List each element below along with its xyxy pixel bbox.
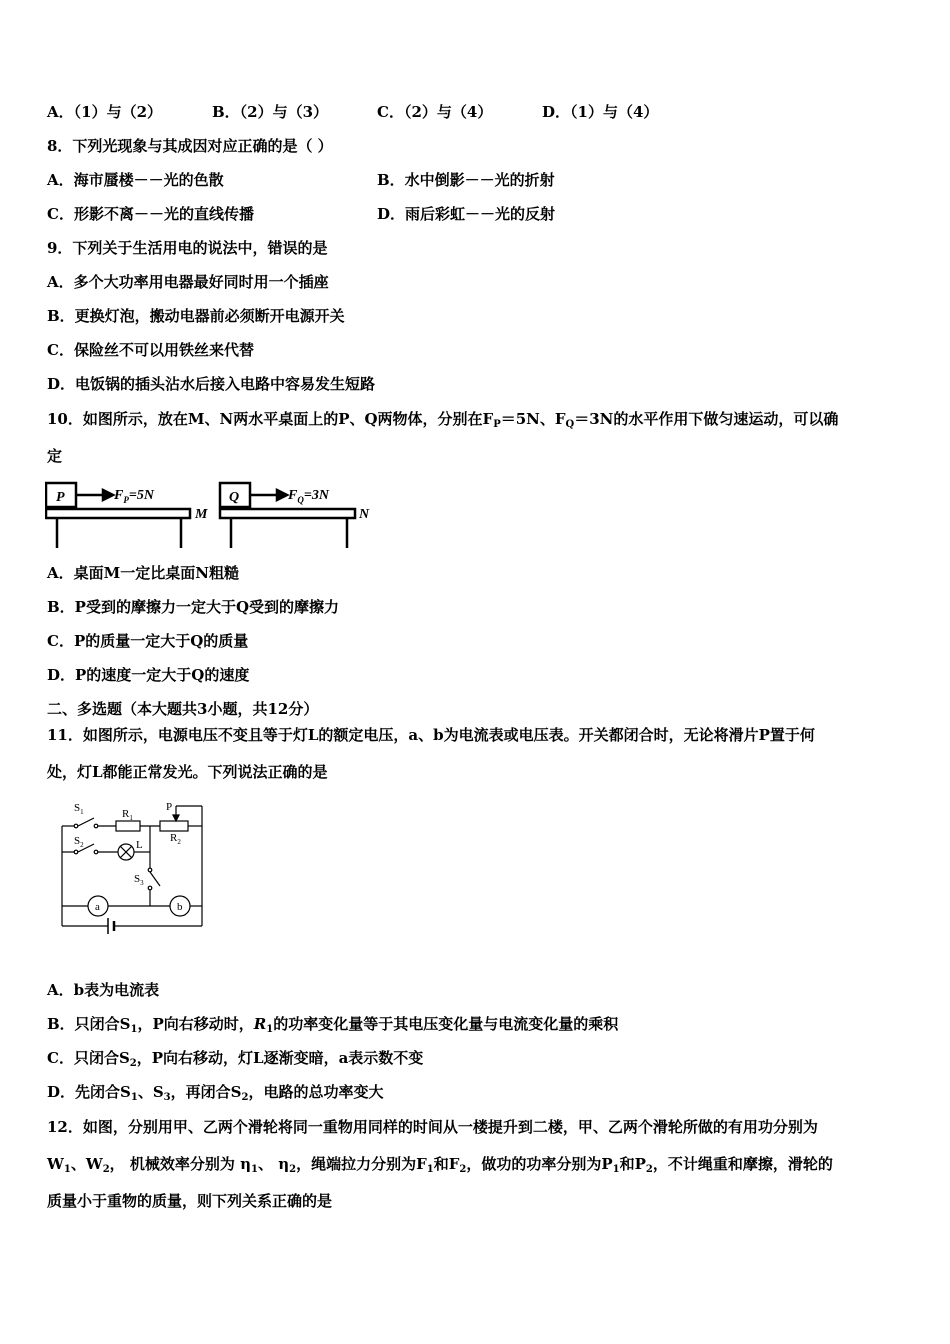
label-n: N	[359, 507, 370, 522]
q10-option-c: C．P的质量一定大于Q的质量	[47, 632, 249, 650]
resistor-r1	[116, 821, 140, 831]
q7-option-d: D．（1）与（4）	[542, 103, 659, 121]
q7-option-b: B．（2）与（3）	[212, 103, 329, 121]
q7-option-c: C．（2）与（4）	[377, 103, 493, 121]
q7-option-a: A．（1）与（2）	[47, 103, 163, 121]
q8-stem: 8．下列光现象与其成因对应正确的是（ ）	[47, 137, 333, 155]
q12-stem-line2: $W_1$、$W_2$， 机械效率分别为 $\eta_1$、 $\eta_2$，绳端拉力分别为$F_1$和$F_2$，做功的功率分别为$P_1$和$P_2$，不计绳重和摩擦，滑轮的	[47, 1155, 833, 1175]
label-p: P	[56, 490, 65, 505]
q9-option-b: B．更换灯泡，搬动电器前必须断开电源开关	[47, 307, 345, 325]
q11-option-a: A．b表为电流表	[47, 981, 160, 999]
table-n-top	[220, 509, 355, 518]
label-m: M	[195, 507, 208, 522]
q9-option-d: D．电饭锅的插头沾水后接入电路中容易发生短路	[47, 375, 376, 393]
q8-option-c: C．形影不离－－光的直线传播	[47, 205, 254, 223]
label-p: P	[166, 801, 173, 813]
q9-stem: 9．下列关于生活用电的说法中，错误的是	[47, 239, 328, 257]
label-s1: $S_1$	[74, 802, 84, 816]
q12-stem-line3: 质量小于重物的质量，则下列关系正确的是	[47, 1192, 333, 1210]
table-m-top	[46, 509, 190, 518]
label-fq: $F_Q=3N$	[288, 488, 329, 505]
q10-stem-cont: 定	[47, 447, 63, 465]
label-s3: $S_3$	[134, 873, 144, 887]
label-r2: $R_2$	[170, 832, 181, 846]
q11-option-b: B．只闭合$S_1$，P向右移动时，$R_1$的功率变化量等于其电压变化量与电流变化量的乘积	[47, 1015, 619, 1035]
q10-option-b: B．P受到的摩擦力一定大于Q受到的摩擦力	[47, 598, 340, 616]
section-2-heading: 二、多选题（本大题共3小题，共12分）	[47, 700, 319, 718]
label-q: Q	[229, 490, 240, 505]
q8-option-b: B．水中倒影－－光的折射	[377, 171, 555, 189]
q10-option-a: A．桌面M一定比桌面N粗糙	[47, 564, 239, 582]
q12-stem-line1: 12．如图，分别用甲、乙两个滑轮将同一重物用同样的时间从一楼提升到二楼，甲、乙两个滑轮所做的有用功分别为	[47, 1118, 818, 1136]
q11-circuit-figure	[52, 798, 212, 942]
q8-option-d: D．雨后彩虹－－光的反射	[377, 205, 556, 223]
q8-option-a: A．海市蜃楼－－光的色散	[47, 171, 224, 189]
q11-option-c: C．只闭合$S_2$，P向右移动，灯L逐渐变暗，a表示数不变	[47, 1049, 424, 1069]
label-s2: $S_2$	[74, 835, 84, 849]
label-r1: $R_1$	[122, 808, 133, 822]
q9-option-a: A．多个大功率用电器最好同时用一个插座	[47, 273, 329, 291]
q11-option-d: D．先闭合$S_1$、$S_3$，再闭合$S_2$，电路的总功率变大	[47, 1083, 384, 1103]
q11-stem-line1: 11．如图所示，电源电压不变且等于灯L的额定电压，a、b为电流表或电压表。开关都闭合时，无论将滑片P置于何	[47, 726, 815, 744]
q10-stem: 10．如图所示，放在M、N两水平桌面上的P、Q两物体，分别在$F_P=5N$、$F_Q=3N$的水平作用下做匀速运动，可以确	[47, 410, 839, 430]
q10-figure	[45, 475, 375, 553]
rheostat-r2	[160, 821, 188, 831]
label-a: a	[95, 901, 100, 913]
label-fp: $F_P=5N$	[114, 488, 154, 505]
q11-stem-line2: 处，灯L都能正常发光。下列说法正确的是	[47, 763, 328, 781]
label-l: L	[136, 839, 143, 851]
q9-option-c: C．保险丝不可以用铁丝来代替	[47, 341, 254, 359]
q10-option-d: D．P的速度一定大于Q的速度	[47, 666, 250, 684]
label-b: b	[177, 901, 183, 913]
